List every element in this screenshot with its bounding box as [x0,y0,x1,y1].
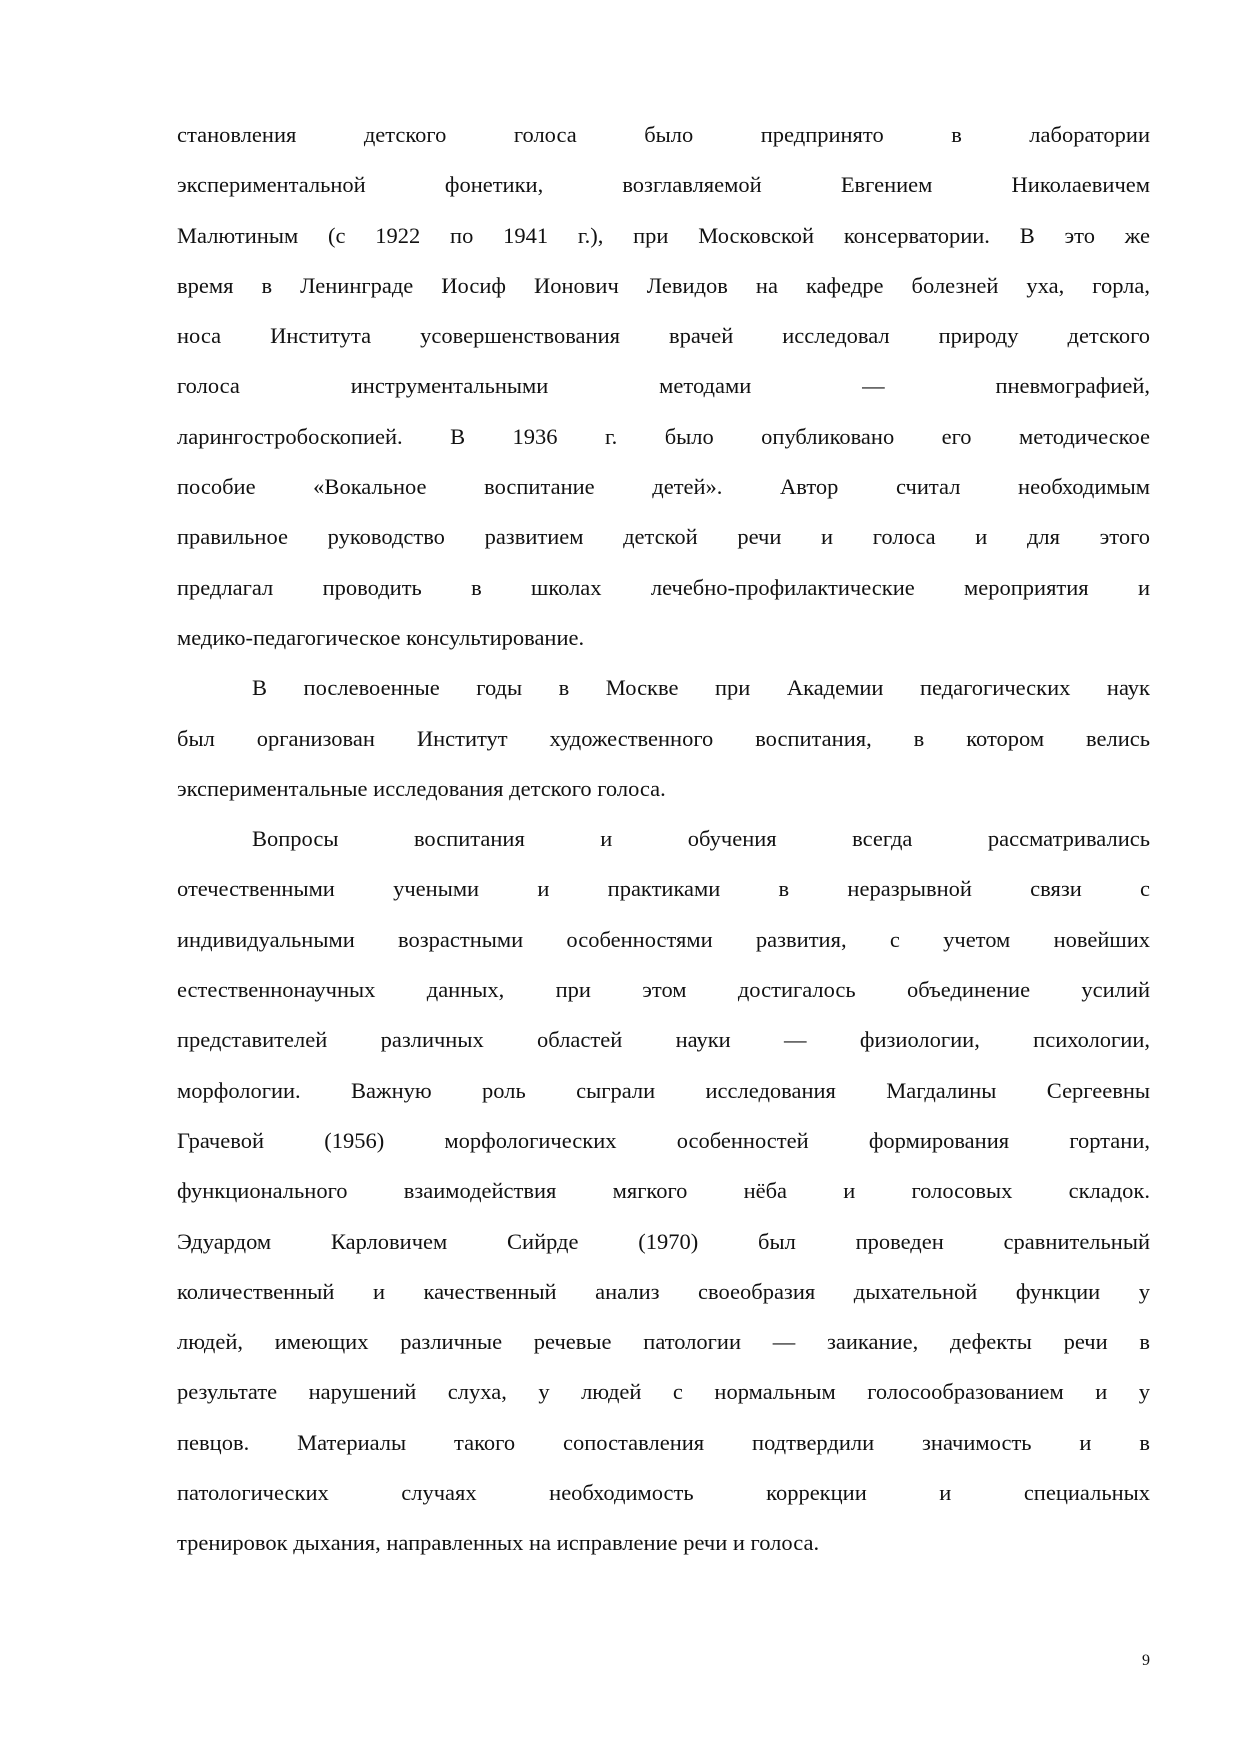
text-line: экспериментальные исследования детского голоса. [177,775,666,801]
text-line: медико-педагогическое консультирование. [177,624,585,650]
text-line: функционального взаимодействия мягкого нёба и голосовых складок. [177,1178,1150,1204]
text-line: отечественными учеными и практиками в неразрывной связи с [177,876,1150,902]
text-line: результате нарушений слуха, у людей с нормальным голосообразованием и у [177,1379,1150,1405]
text-line: Малютиным (с 1922 по 1941 г.), при Московской консерватории. В это же [177,222,1150,248]
text-line: ларингостробоскопией. В 1936 г. было опубликовано его методическое [177,423,1150,449]
text-line: Вопросы воспитания и обучения всегда рассматривались [252,826,1150,852]
paragraph-3 [177,814,1150,1568]
text-line: становления детского голоса было предпринято в лаборатории [177,122,1150,147]
text-line: естественнонаучных данных, при этом достигалось объединение усилий [177,977,1150,1003]
paragraph-1 [177,110,1150,663]
text-line: Эдуардом Карловичем Сийрде (1970) был проведен сравнительный [177,1228,1150,1254]
text-line: носа Института усовершенствования врачей исследовал природу детского [177,323,1150,349]
text-line: Грачевой (1956) морфологических особенностей формирования гортани, [177,1127,1150,1153]
text-line: был организован Институт художественного воспитания, в котором велись [177,725,1150,751]
text-line: индивидуальными возрастными особенностями развития, с учетом новейших [177,926,1150,952]
text-line: представителей различных областей науки — физиологии, психологии, [177,1027,1150,1053]
page-number: 9 [1142,1652,1150,1669]
paragraph-2 [177,663,1150,814]
text-line: певцов. Материалы такого сопоставления подтвердили значимость и в [177,1429,1150,1455]
text-line: голоса инструментальными методами — пневмографией, [177,373,1150,399]
text-line: пособие «Вокальное воспитание детей». Автор считал необходимым [177,474,1150,500]
text-line: тренировок дыхания, направленных на исправление речи и голоса. [177,1530,820,1556]
text-line: время в Ленинграде Иосиф Ионович Левидов на кафедре болезней уха, горла, [177,272,1150,298]
text-line: морфологии. Важную роль сыграли исследования Магдалины Сергеевны [177,1077,1150,1103]
text-line: предлагал проводить в школах лечебно-профилактические мероприятия и [177,574,1150,600]
text-line: людей, имеющих различные речевые патологии — заикание, дефекты речи в [177,1329,1150,1355]
text-line: экспериментальной фонетики, возглавляемой Евгением Николаевичем [177,172,1150,198]
text-line: правильное руководство развитием детской речи и голоса и для этого [177,524,1150,550]
text-line: В послевоенные годы в Москве при Академии педагогических наук [252,675,1150,701]
text-line: патологических случаях необходимость коррекции и специальных [177,1480,1150,1506]
body-text [177,110,1150,1569]
text-line: количественный и качественный анализ своеобразия дыхательной функции у [177,1278,1150,1304]
